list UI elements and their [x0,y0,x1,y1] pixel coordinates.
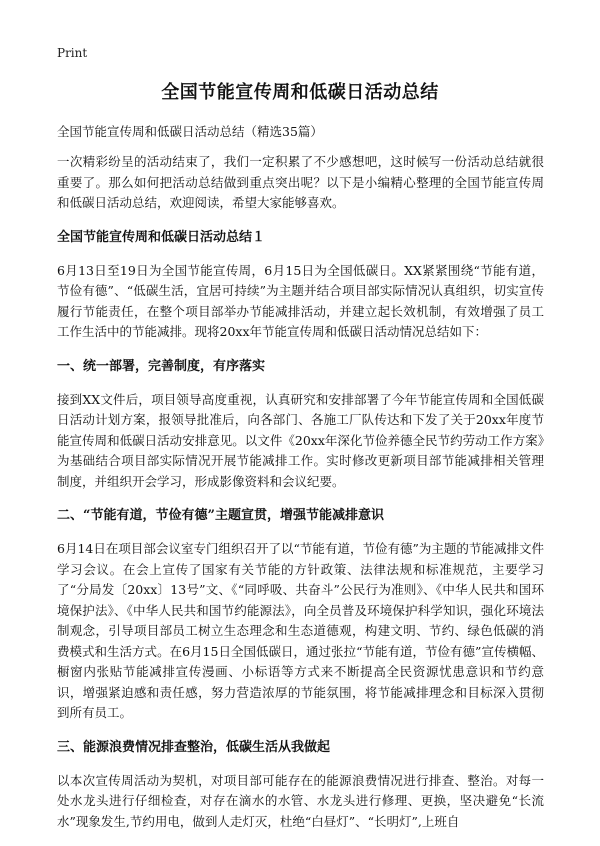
document-subtitle: 全国节能宣传周和低碳日活动总结（精选35篇） [57,124,323,139]
intro-paragraph: 一次精彩纷呈的活动结束了，我们一定积累了不少感想吧，这时候写一份活动总结就很重要了。那么如何把活动总结做到重点突出呢？以下是小编精心整理的全国节能宣传周和低碳日活动总结，欢迎阅读，希望大家能够喜欢。 [57,154,544,210]
section-title: 全国节能宣传周和低碳日活动总结１ [57,229,266,245]
heading-three: 三、能源浪费情况排查整治，低碳生活从我做起 [57,739,331,755]
heading-one: 一、统一部署，完善制度，有序落实 [57,358,266,374]
document-title: 全国节能宣传周和低碳日活动总结 [161,82,439,103]
heading-two-paragraph: 6月14日在项目部会议室专门组织召开了以“节能有道，节俭有德”为主题的节能减排文件学习会议。在会上宣传了国家有关节能的方针政策、法律法规和标准规范，主要学习了“分局发〔20xx〕13号”文、《“同呼吸、共奋斗”公民行为准则》、《中华人民共和国环境保护法》、《中华人民共和国节约能源法》，向全员普及环境保护科学知识，强化环境法制观念，引导项目部员工树立生态理念和生态道德观，构建文明、节约、绿色低碳的消费模式和生活方式。在6月15日全国低碳日，通过张拉“节能有道，节俭有德”宣传横幅、橱窗内张贴节能减排宣传漫画、小标语等方式来不断提高全民资源忧患意识和节约意识，增强紧迫感和责任感，努力营造浓厚的节能氛围，将节能减排理念和目标深入贯彻到所有员工。 [57,541,544,720]
heading-three-paragraph: 以本次宣传周活动为契机，对项目部可能存在的能源浪费情况进行排查、整治。对每一处水龙头进行仔细检查，对存在滴水的水管、水龙头进行修理、更换，坚决避免“长流水”现象发生,节约用电，做到人走灯灭，杜绝“白昼灯”、“长明灯”,上班自 [57,772,544,829]
heading-two: 二、“节能有道，节俭有德”主题宣贯，增强节能减排意识 [57,508,384,523]
document-body [57,122,544,846]
print-label: Print [57,46,88,60]
heading-one-paragraph: 接到XX文件后，项目领导高度重视，认真研究和安排部署了今年节能宣传周和全国低碳日活动计划方案，报领导批准后，向各部门、各施工厂队传达和下发了关于20xx年度节能宣传周和低碳日活动安排意见。以文件《20xx年深化节俭养德全民节约劳动工作方案》为基础结合项目部实际情况开展节能减排工作。实时修改更新项目部节能减排相关管理制度，并组织开会学习，形成影像资料和会议纪要。 [57,391,544,489]
section-paragraph: 6月13日至19日为全国节能宣传周，6月15日为全国低碳日。XX紧紧围绕“节能有道，节俭有德”、“低碳生活，宜居可持续”为主题并结合项目部实际情况认真组织，切实宣传履行节能责任，在整个项目部举办节能减排活动，并建立起长效机制，有效增强了员工工作生活中的节能减排。现将20xx年节能宣传周和低碳日活动情况总结如下： [57,262,544,339]
